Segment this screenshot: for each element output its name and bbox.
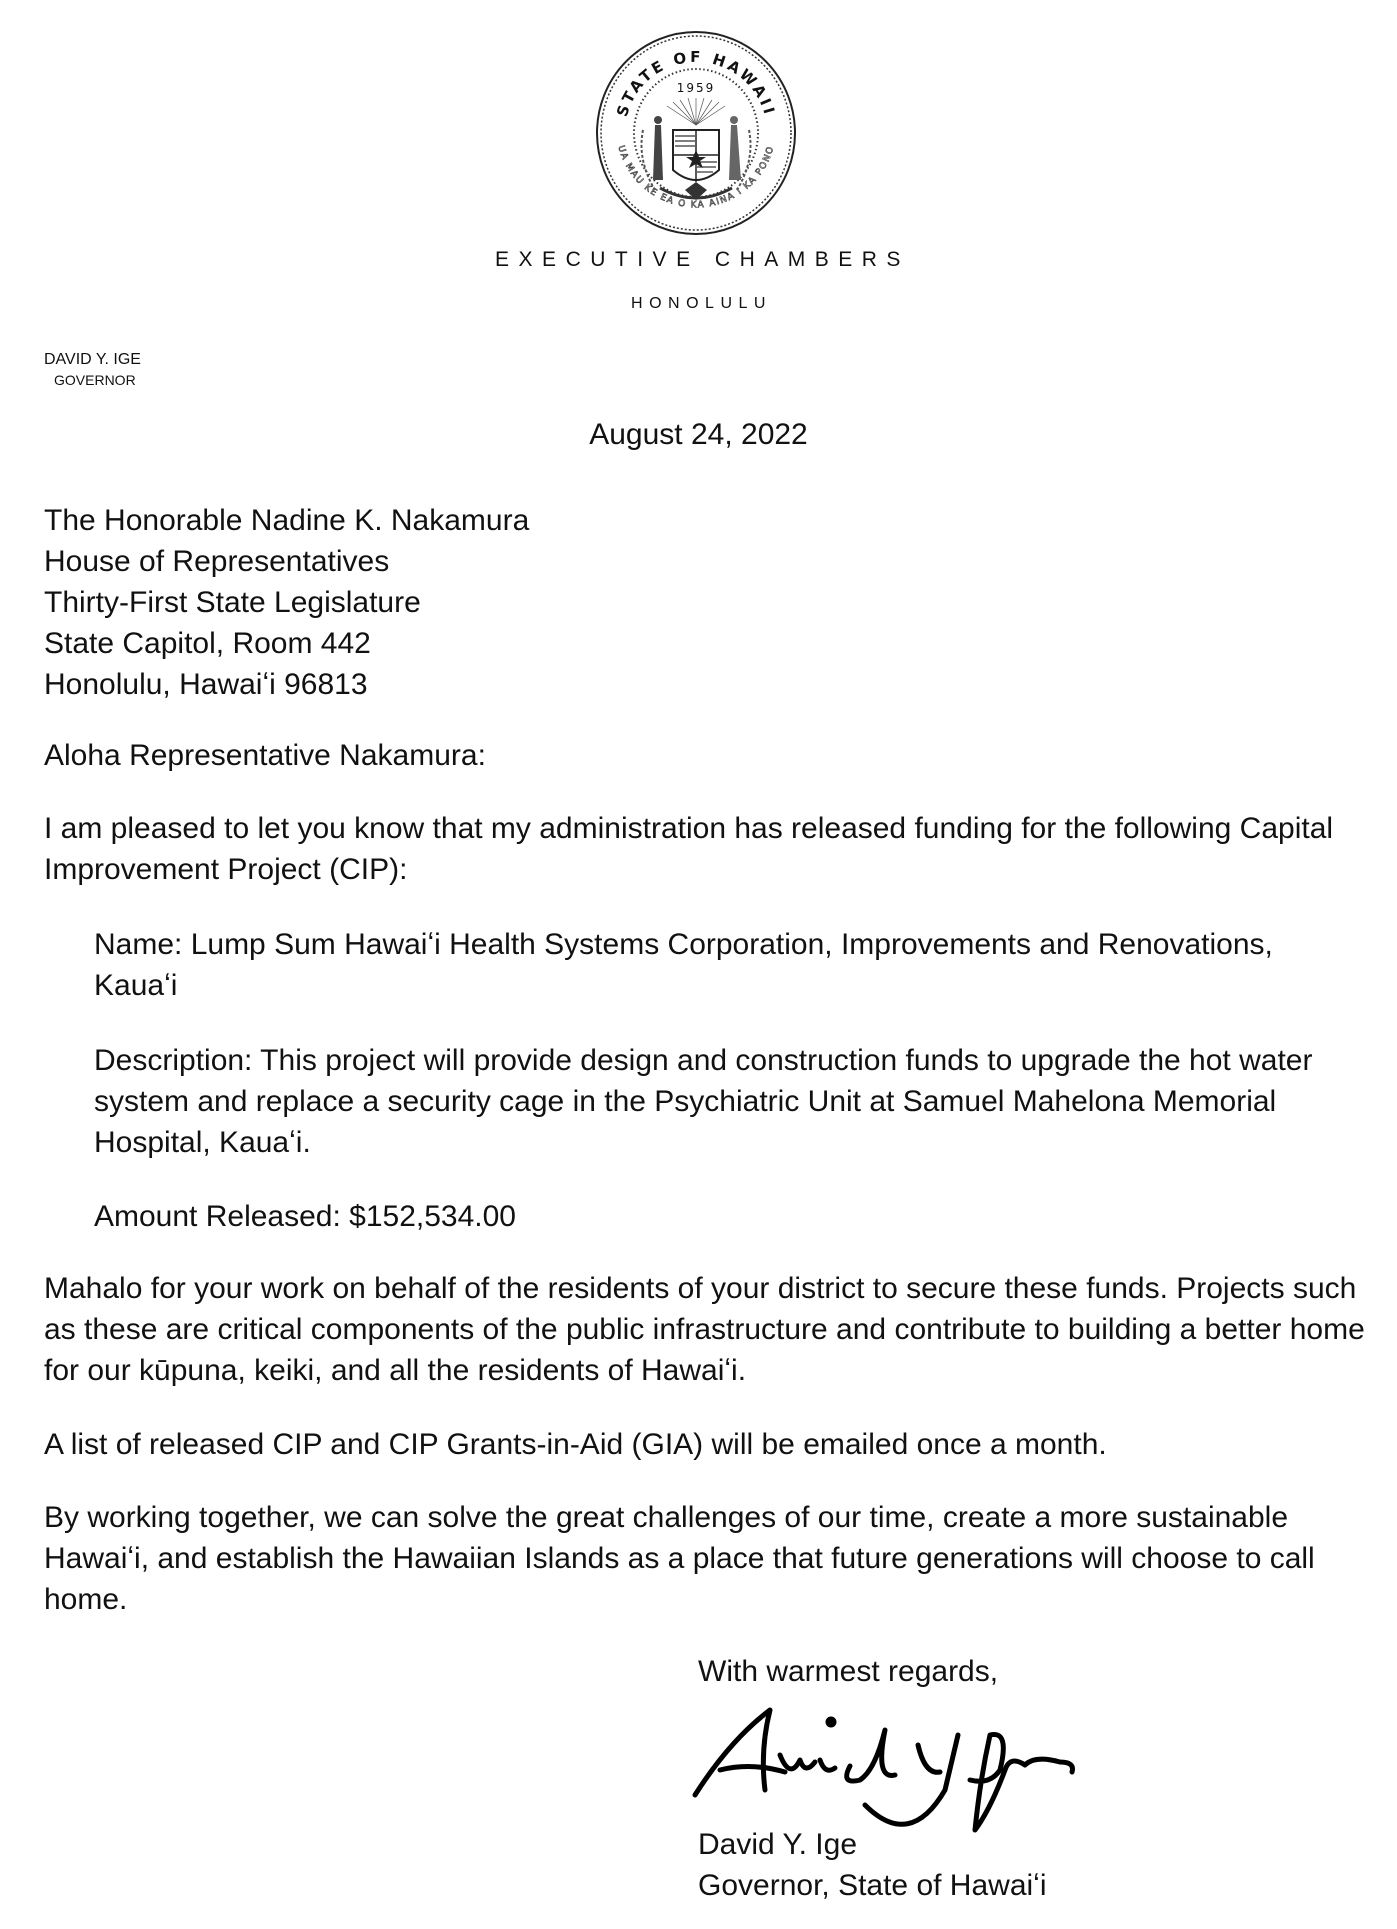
signer-title: Governor, State of Hawaiʻi <box>698 1869 1047 1902</box>
letter-date: August 24, 2022 <box>589 418 808 451</box>
recipient-line: Thirty-First State Legislature <box>44 586 421 619</box>
recipient-line: The Honorable Nadine K. Nakamura <box>44 504 530 537</box>
governor-title-header: GOVERNOR <box>54 372 136 388</box>
recipient-line: State Capitol, Room 442 <box>44 627 371 660</box>
office-heading: EXECUTIVE CHAMBERS <box>495 248 910 271</box>
list-note-paragraph: A list of released CIP and CIP Grants-in-Aid (GIA) will be emailed once a month. <box>44 1428 1107 1461</box>
state-seal-icon <box>595 30 797 236</box>
closing-paragraph: By working together, we can solve the great challenges of our time, create a more sustainable Hawaiʻi, and establish the Hawaiian Islands as a place that future generations will choose to call home. <box>44 1501 1315 1616</box>
closing-salutation: With warmest regards, <box>698 1655 999 1688</box>
svg-text:STATE OF HAWAII: STATE OF HAWAII <box>613 47 779 119</box>
city-heading: HONOLULU <box>631 295 772 312</box>
recipient-address <box>44 500 529 705</box>
governor-name-header: DAVID Y. IGE <box>44 351 141 368</box>
intro-paragraph: I am pleased to let you know that my administration has released funding for the following Capital Improvement Project (CIP): <box>44 812 1334 886</box>
recipient-line: House of Representatives <box>44 545 390 578</box>
mahalo-paragraph: Mahalo for your work on behalf of the residents of your district to secure these funds. Projects such as these are critical components of the public infrastructure and contribute to building a better home for our kūpuna, keiki, and all the residents of Hawaiʻi. <box>44 1272 1365 1387</box>
recipient-line: Honolulu, Hawaiʻi 96813 <box>44 668 368 701</box>
svg-text:1959: 1959 <box>676 81 716 95</box>
project-amount: Amount Released: $152,534.00 <box>94 1200 516 1233</box>
project-description: Description: This project will provide design and construction funds to upgrade the hot water system and replace a security cage in the Psychiatric Unit at Samuel Mahelona Memorial Hospital, Kauaʻi. <box>94 1044 1313 1159</box>
project-name: Name: Lump Sum Hawaiʻi Health Systems Corporation, Improvements and Renovations, Kauaʻi <box>94 928 1273 1002</box>
salutation: Aloha Representative Nakamura: <box>44 739 486 772</box>
svg-text:UA MAU KE EA O KA AINA I KA PO: UA MAU KE EA O KA AINA I KA PONO <box>615 144 777 211</box>
signer-name: David Y. Ige <box>698 1828 858 1861</box>
